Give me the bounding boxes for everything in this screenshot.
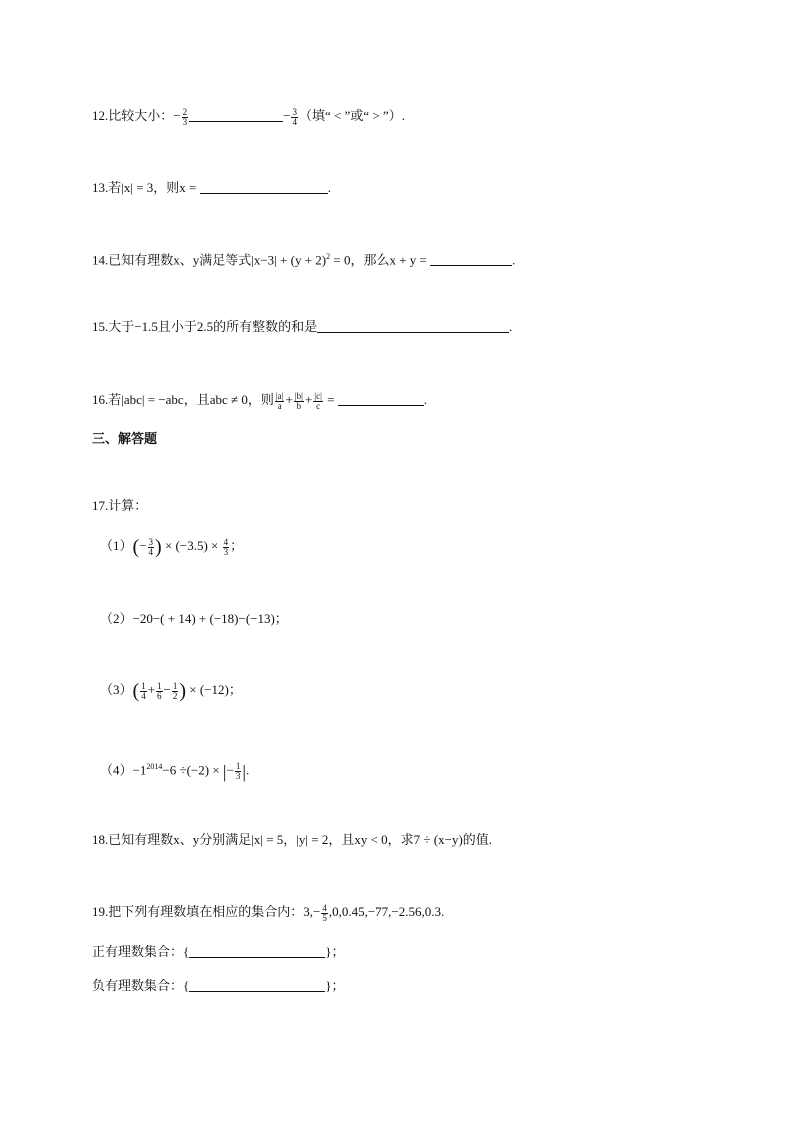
question-number: 18. — [92, 832, 109, 847]
section-heading: 三、解答题 — [92, 432, 158, 447]
fraction-numerator: 2 — [182, 106, 188, 117]
question-text-continued: ,0,0.45,−77,−2.56,0.3. — [328, 904, 445, 919]
answer-blank[interactable] — [189, 107, 283, 122]
fraction-denominator: b — [296, 400, 302, 411]
period: . — [327, 180, 331, 195]
question-number: 19. — [92, 904, 109, 919]
fraction-denominator: 4 — [292, 116, 297, 127]
minus-sign: − — [283, 108, 291, 123]
fraction-numerator: |a| — [275, 390, 284, 401]
fraction-numerator: 1 — [141, 680, 146, 691]
fraction-denominator: 4 — [141, 690, 146, 701]
fraction-denominator: a — [277, 400, 282, 411]
exponent: 2014 — [146, 762, 163, 771]
question-number: 15. — [92, 319, 109, 334]
abs-bar-right: | — [242, 761, 246, 782]
fraction-abs-c-over-c — [313, 392, 323, 411]
fraction-denominator: 3 — [235, 770, 241, 781]
negative-rationals-set — [92, 976, 345, 996]
fraction-denominator: 3 — [182, 116, 188, 127]
minus-sign: − — [139, 538, 147, 553]
fraction-numerator: 4 — [322, 902, 327, 913]
question-17-part-3 — [100, 680, 242, 701]
question-text: 大于−1.5且小于2.5的所有整数的和是 — [108, 319, 318, 334]
question-18 — [92, 830, 492, 850]
fraction-abs-a-over-a — [275, 392, 285, 411]
period: . — [423, 392, 427, 407]
expression-middle: × (−3.5) × — [161, 538, 222, 553]
question-12 — [92, 106, 405, 127]
question-number: 14. — [92, 252, 109, 268]
fraction-denominator: 6 — [157, 690, 162, 701]
abs-bar-left: | — [222, 761, 227, 782]
set-close: }； — [325, 978, 345, 993]
fraction — [140, 682, 147, 701]
question-15 — [92, 317, 512, 337]
answer-blank[interactable] — [317, 318, 509, 333]
fraction-numerator: 3 — [292, 106, 297, 117]
question-text: 比较大小： — [108, 108, 174, 123]
close-paren: ) — [179, 680, 187, 703]
open-paren: ( — [132, 680, 140, 703]
question-text: 已知有理数x、y分别满足|x| = 5，|y| = 2，且xy < 0，求7 ÷ (x−y)的值. — [108, 832, 493, 847]
fraction-denominator: c — [316, 400, 321, 411]
question-19 — [92, 902, 444, 923]
period: . — [245, 762, 250, 778]
fraction — [235, 762, 242, 781]
hint-text: （填“ < ”或“ > ”）. — [298, 108, 405, 123]
part-label: （3） — [100, 682, 133, 697]
question-text: 已知有理数x、y满足等式|x−3| + (y + 2) — [108, 252, 327, 268]
set-close: }； — [325, 944, 345, 959]
fraction-numerator: |b| — [294, 390, 303, 401]
part-label: （4） — [100, 762, 133, 778]
question-14 — [92, 247, 515, 270]
fraction-numerator: |c| — [314, 390, 322, 401]
set-label: 正有理数集合：{ — [92, 944, 190, 959]
question-number: 17. — [92, 498, 109, 513]
plus-sign: + — [147, 682, 156, 697]
period: . — [512, 252, 516, 268]
part-label: （2） — [100, 611, 133, 626]
question-number: 13. — [92, 180, 109, 195]
minus-sign: − — [226, 762, 234, 778]
fraction — [182, 108, 189, 127]
fraction-denominator: 3 — [223, 546, 229, 557]
fraction-denominator: 5 — [322, 912, 327, 923]
question-text-continued: = 0，那么x + y = — [330, 252, 431, 268]
answer-blank[interactable] — [338, 391, 424, 406]
answer-blank[interactable] — [430, 251, 512, 266]
question-17 — [92, 496, 147, 516]
plus-sign: + — [285, 392, 293, 407]
fraction — [291, 108, 298, 127]
equals-sign: = — [323, 392, 338, 407]
question-17-part-1 — [100, 536, 243, 557]
fraction-numerator: 3 — [148, 536, 154, 547]
plus-sign: + — [304, 392, 313, 407]
question-number: 12. — [92, 108, 109, 123]
period: . — [509, 319, 513, 334]
fraction — [156, 682, 163, 701]
power-base: −1 — [132, 762, 147, 778]
fraction — [321, 904, 328, 923]
expression: −20−( + 14) + (−18)−(−13)； — [132, 611, 288, 626]
answer-blank[interactable] — [189, 977, 325, 992]
set-label: 负有理数集合：{ — [92, 978, 190, 993]
close-paren: ) — [155, 536, 162, 559]
fraction-numerator: 1 — [235, 760, 241, 771]
open-paren: ( — [132, 536, 140, 559]
answer-blank[interactable] — [189, 943, 325, 958]
fraction-abs-b-over-b — [294, 392, 304, 411]
question-text: 计算： — [108, 498, 148, 513]
fraction — [148, 538, 155, 557]
question-text: 把下列有理数填在相应的集合内：3,− — [108, 904, 321, 919]
question-16 — [92, 390, 427, 411]
minus-sign: − — [163, 682, 171, 697]
positive-rationals-set — [92, 942, 345, 962]
fraction-numerator: 1 — [157, 680, 162, 691]
question-number: 16. — [92, 392, 109, 407]
answer-blank[interactable] — [200, 179, 328, 194]
question-17-part-2 — [100, 609, 288, 629]
expression-middle: −6 ÷(−2) × — [162, 762, 223, 778]
question-17-part-4 — [100, 757, 249, 781]
fraction — [172, 682, 179, 701]
minus-sign: − — [173, 108, 181, 123]
question-text: 若|abc| = −abc，且abc ≠ 0，则 — [108, 392, 274, 407]
expression-tail: × (−12)； — [186, 682, 242, 697]
fraction-denominator: 4 — [148, 546, 154, 557]
fraction-denominator: 2 — [172, 690, 178, 701]
fraction — [223, 538, 230, 557]
question-text: 若|x| = 3，则x = — [108, 180, 200, 195]
question-13 — [92, 178, 331, 198]
fraction-numerator: 1 — [172, 680, 178, 691]
semicolon: ； — [230, 538, 244, 553]
part-label: （1） — [100, 538, 133, 553]
fraction-numerator: 4 — [223, 536, 229, 547]
exponent: 2 — [326, 252, 331, 261]
